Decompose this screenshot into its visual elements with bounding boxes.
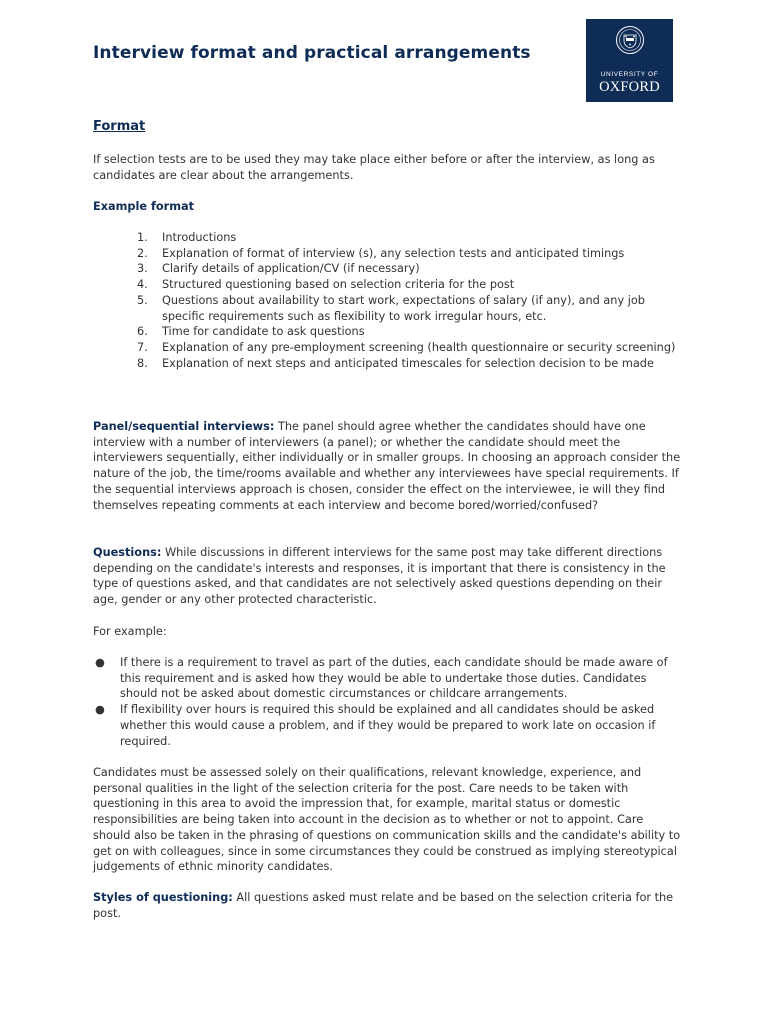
list-item-text: Explanation of format of interview (s), any selection tests and anticipated timings [162,246,625,260]
list-item [137,230,677,246]
styles-paragraph [93,890,683,921]
list-item [137,293,677,324]
questions-label: Questions: [93,546,162,559]
list-item [137,246,677,262]
list-item [93,702,673,749]
bullet-text: If there is a requirement to travel as part of the duties, each candidate should be made aware of this requirement and is asked how they would be able to undertake those duties. Candidates should not be asked about domestic circumstances or childcare arrangements. [120,656,668,701]
list-number: 4. [137,278,148,292]
list-item [137,356,677,372]
list-item-text: Explanation of next steps and anticipated timescales for selection decision to be made [162,356,654,370]
panel-paragraph [93,419,683,513]
list-number: 5. [137,293,148,307]
styles-label: Styles of questioning: [93,891,233,904]
list-item-text: Clarify details of application/CV (if necessary) [162,262,420,276]
list-number: 3. [137,262,148,276]
list-item-text: Structured questioning based on selection criteria for the post [162,278,515,292]
example-format-list [137,230,677,371]
page-title: Interview format and practical arrangements [93,43,531,63]
example-format-heading: Example format [93,200,194,213]
example-bullet-list [93,655,673,749]
list-number: 1. [137,231,148,244]
questions-paragraph [93,545,683,608]
assessment-paragraph: Candidates must be assessed solely on their qualifications, relevant knowledge, experience, and personal qualities in the light of the selection criteria for the post. Care needs to be taken with questioning in this area to avoid the impression that, for example, marital status or domestic responsibilities are being taken into account in the decision as to whether or not to appoint. Care should also be taken in the phrasing of questions on communication skills and the candidate's ability to get on with colleagues, since in some circumstances they could be construed as implying stereotypical judgements of ethnic minority candidates. [93,766,681,874]
bullet-text: If flexibility over hours is required this should be explained and all candidates should be asked whether this would cause a problem, and if they would be prepared to work late on occasion if required. [120,703,656,748]
for-example-text: For example: [93,625,167,638]
list-item [137,261,677,277]
bullet-icon: ● [95,703,105,717]
university-logo [586,19,673,102]
styles-text: All questions asked must relate and be based on the selection criteria for the post. [93,891,674,920]
panel-text: The panel should agree whether the candidates should have one interview with a number of interviewers (a panel); or whether the candidate should meet the interviewers sequentially, either individually or in smaller groups. In choosing an approach consider the nature of the job, the time/rooms available and whether any interviewees have special requirements. If the sequential interviews approach is chosen, consider the effect on the interviewee, ie will they find themselves repeating comments at each interview and become bored/worried/confused? [93,420,681,512]
list-item-text: Time for candidate to ask questions [162,325,365,339]
list-item [93,655,673,702]
panel-label: Panel/sequential interviews: [93,420,275,433]
list-number: 6. [137,325,148,339]
oxford-crest-icon [615,25,645,55]
list-item-text: Explanation of any pre-employment screening (health questionnaire or security screening) [162,340,676,354]
list-item [137,324,677,340]
questions-text: While discussions in different interviews for the same post may take different directions depending on the candidate's interests and responses, it is important that there is consistency in the type of questions asked, and that candidates are not selectively asked questions depending on their age, gender or any other protected characteristic. [93,546,666,607]
list-item [137,340,677,356]
intro-paragraph: If selection tests are to be used they may take place either before or after the interview, as long as candidates are clear about the arrangements. [93,153,655,182]
list-item-text: Questions about availability to start work, expectations of salary (if any), and any job specific requirements such as flexibility to work irregular hours, etc. [162,293,645,323]
list-number: 7. [137,340,148,354]
list-number: 8. [137,356,148,370]
list-item [137,277,677,293]
bullet-icon: ● [95,656,105,669]
format-heading: Format [93,119,146,134]
list-number: 2. [137,246,148,260]
list-item-text: Introductions [162,231,237,244]
logo-university-of: UNIVERSITY OF [600,71,659,78]
logo-oxford: OXFORD [599,79,660,95]
